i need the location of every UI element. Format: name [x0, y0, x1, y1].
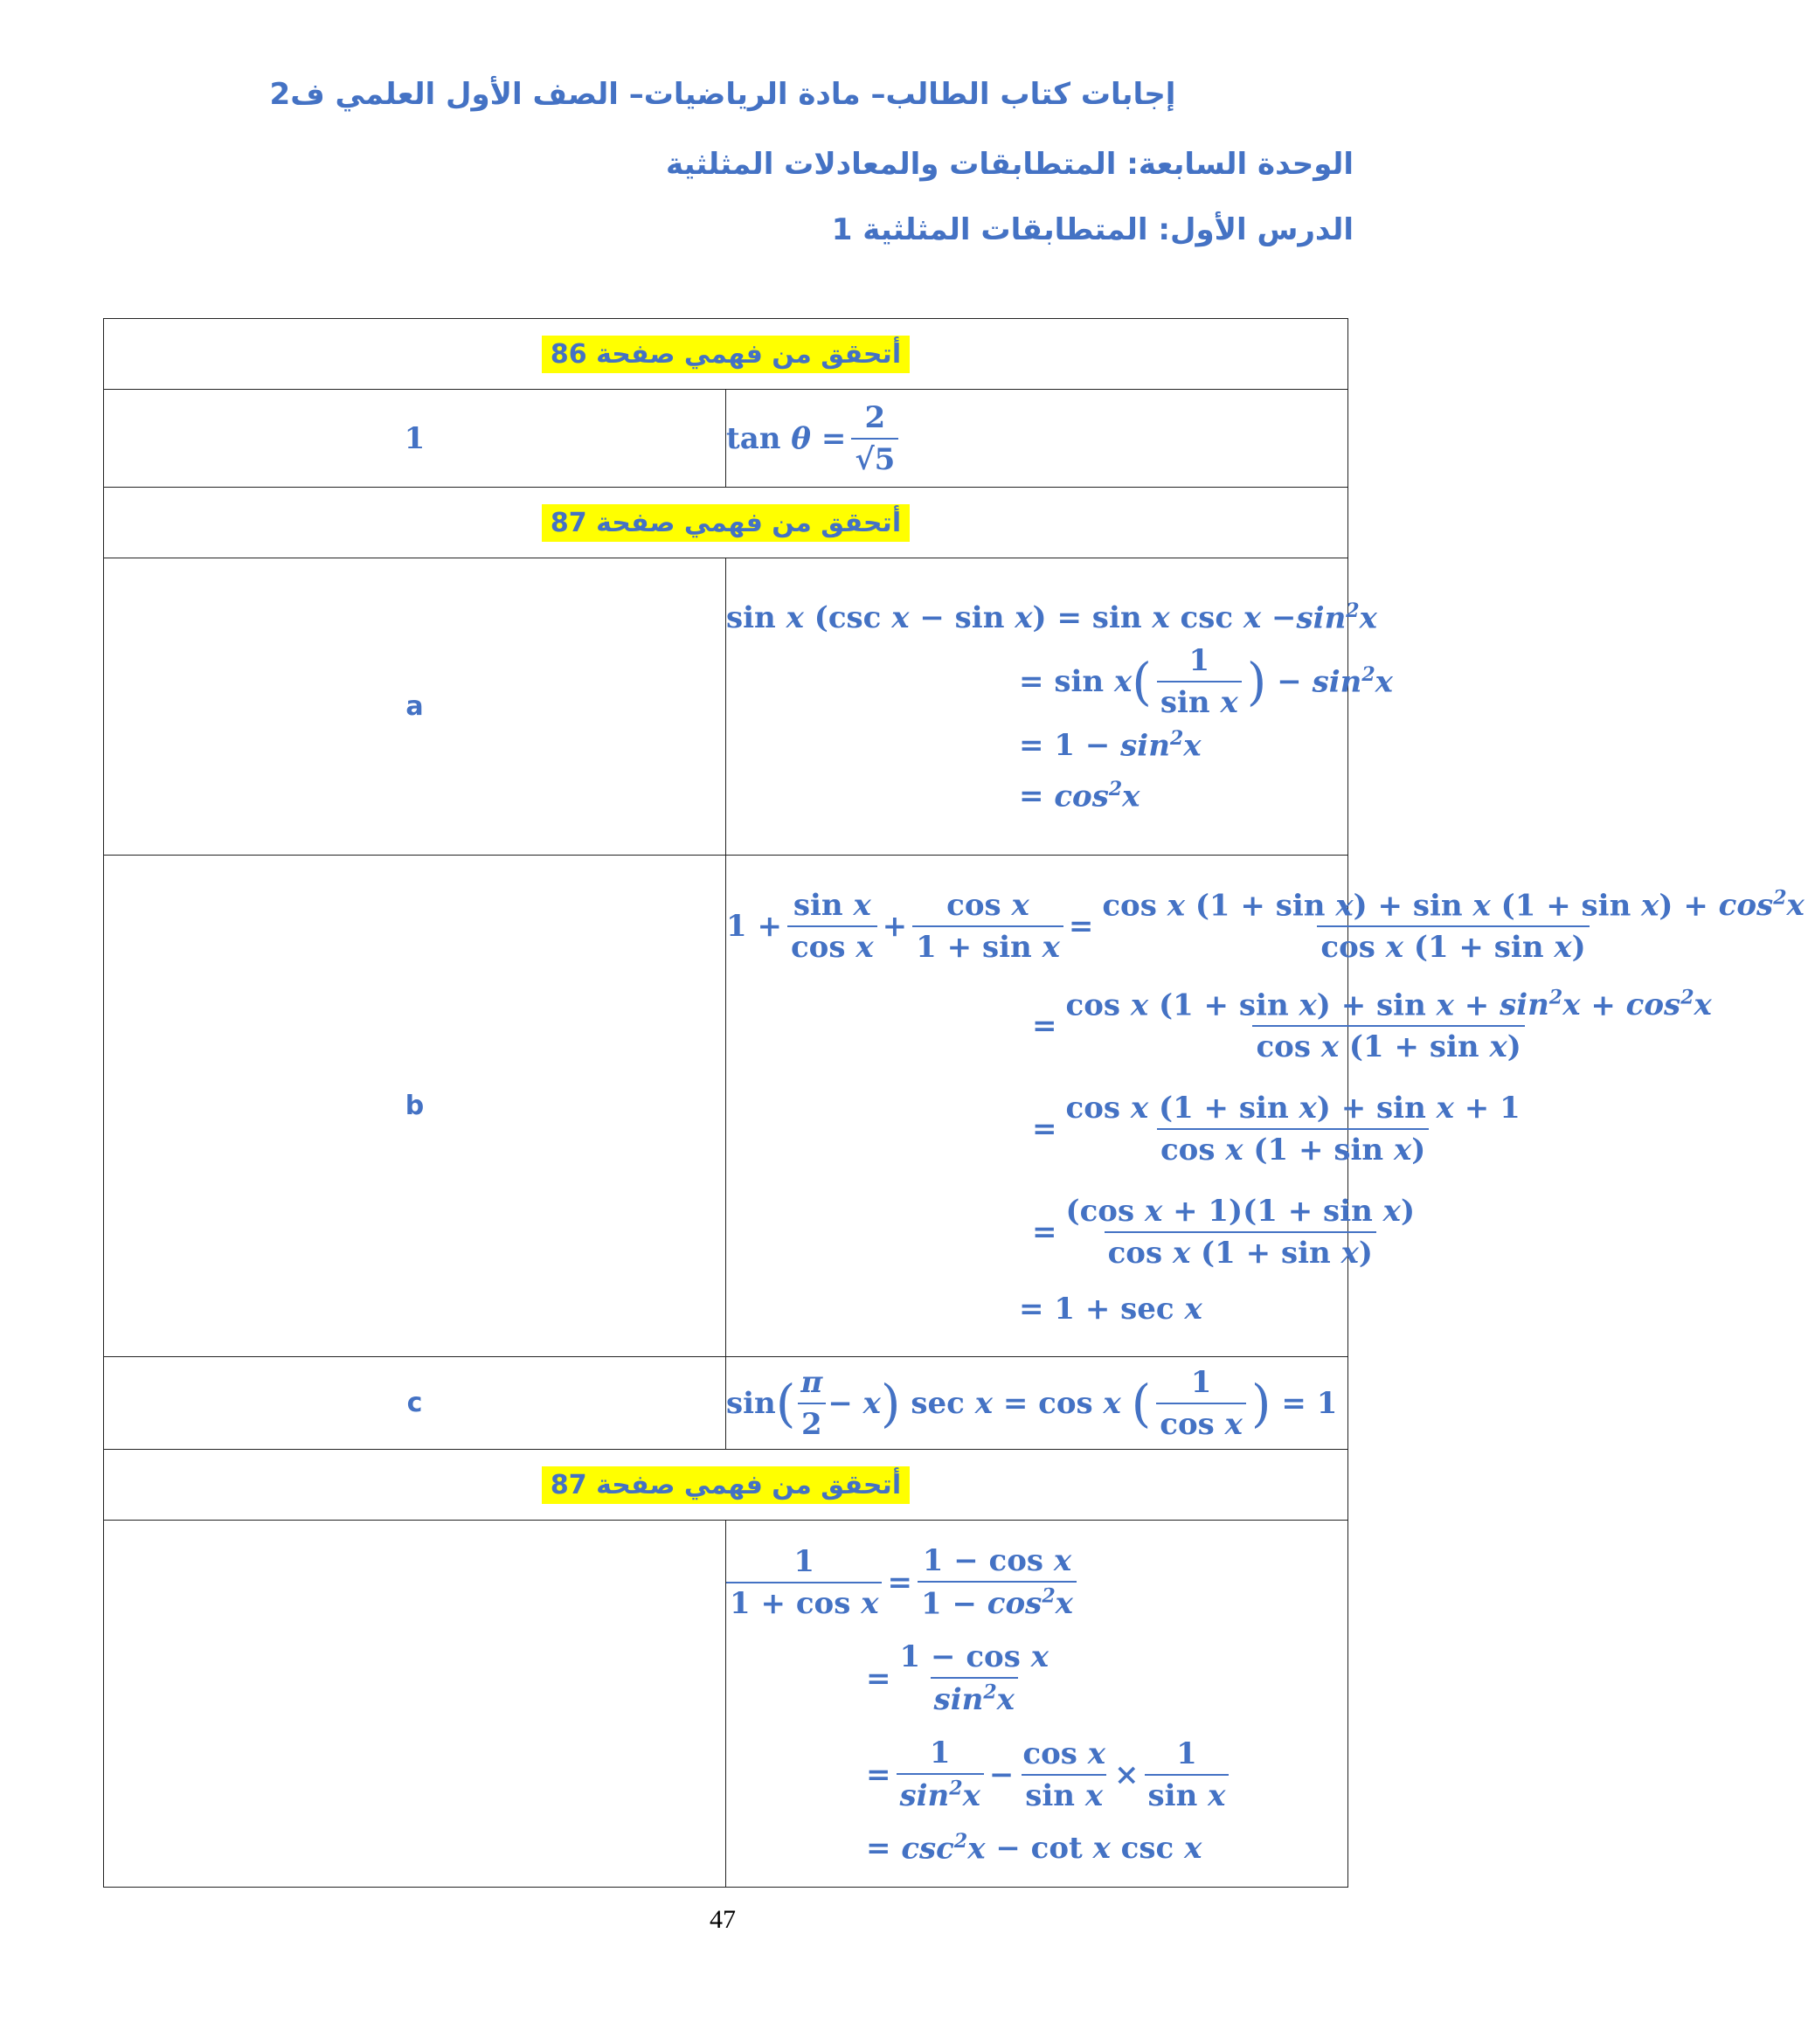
equation-line: = $\cos^2x$	[1019, 777, 1140, 814]
equation-line: = sin x ( $\frac{1}{\text{sin x}}$ ) − $\sin^2x$	[1019, 642, 1393, 720]
equation-line: $\frac{1}{\text{1 + cos x}}$ = $\frac{\text{1 − cos x}}{1 - \cos^2x}$	[726, 1535, 1347, 1631]
answer-cell	[726, 390, 1348, 488]
question-label: b	[104, 856, 726, 1357]
lesson-heading: الدرس الأول: المتطابقات المثلثية 1	[831, 212, 1354, 247]
question-label	[104, 1521, 726, 1888]
equation-line: = $\frac{\cos x (1 + \sin x) + \sin x + \sin^2x + \cos^2x}{\text{cos x (1 + sin x)}}$	[1032, 986, 1712, 1065]
equation-line: sin ( $\frac{\pi}{2}$ − x ) sec x = cos x ( $\frac{1}{\text{cos x}}$ ) = 1	[726, 1364, 1338, 1442]
answer-cell	[726, 558, 1393, 856]
equation-line: sin x (csc x − sin x ) = sin x csc x − $\sin^2x$	[726, 599, 1377, 636]
equation-line: = 1 + sec x	[1019, 1291, 1202, 1327]
section-header-row	[104, 488, 1348, 558]
answers-table	[103, 318, 1805, 1888]
equation-line: tan θ = $\frac{2}{√5}$	[726, 400, 1347, 477]
table-row	[104, 558, 1348, 856]
equation-line: 1 + $\frac{\text{sin x}}{\text{cos x}}$ + $\frac{\text{cos x}}{\text{1 + sin x}}$ = $\frac{\cos x (1 + \sin x) + \sin x (1 + \sin x) + \cos^2x}{\text{cos x (1 + sin x)}}$	[726, 886, 1805, 966]
section-heading: أتحقق من فهمي صفحة 87	[542, 504, 910, 542]
question-label: a	[104, 558, 726, 856]
section-heading: أتحقق من فهمي صفحة 86	[542, 336, 910, 373]
page-number: 47	[710, 1905, 736, 1934]
answer-cell	[726, 1357, 1348, 1450]
equation-line: = $\frac{\text{cos x (1 + sin x) + sin x + 1}}{\text{cos x (1 + sin x)}}$	[1032, 1090, 1521, 1168]
equation-line: = $\csc^2x$ − cot x csc x	[866, 1829, 1202, 1867]
table-row	[104, 1357, 1348, 1450]
fraction: $\frac{2}{√5}$	[851, 400, 898, 477]
answer-cell	[726, 1521, 1348, 1888]
answer-cell	[726, 856, 1805, 1357]
equation-line: = 1 − $\sin^2x$	[1019, 726, 1202, 764]
table-row	[104, 856, 1348, 1357]
equation-line: = $\frac{1}{\sin^2x}$ − $\frac{\text{cos x}}{\text{sin x}}$ × $\frac{1}{\text{sin x}}$	[726, 1727, 1347, 1823]
question-label: 1	[104, 390, 726, 488]
question-label: c	[104, 1357, 726, 1450]
section-header-row	[104, 1450, 1348, 1521]
section-header-row	[104, 319, 1348, 390]
equation-line: = $\frac{\text{1 − cos x}}{\sin^2x}$	[866, 1639, 1049, 1718]
section-heading: أتحقق من فهمي صفحة 87	[542, 1466, 910, 1504]
table-row	[104, 390, 1348, 488]
unit-heading: الوحدة السابعة: المتطابقات والمعادلات المثلثية	[666, 147, 1354, 182]
equation-line: = $\frac{\text{(cos x + 1)(1 + sin x)}}{\text{cos x (1 + sin x)}}$	[1032, 1193, 1416, 1271]
page-title: إجابات كتاب الطالب– مادة الرياضيات– الصف الأول العلمي ف2	[269, 77, 1176, 112]
table-row	[104, 1521, 1348, 1888]
